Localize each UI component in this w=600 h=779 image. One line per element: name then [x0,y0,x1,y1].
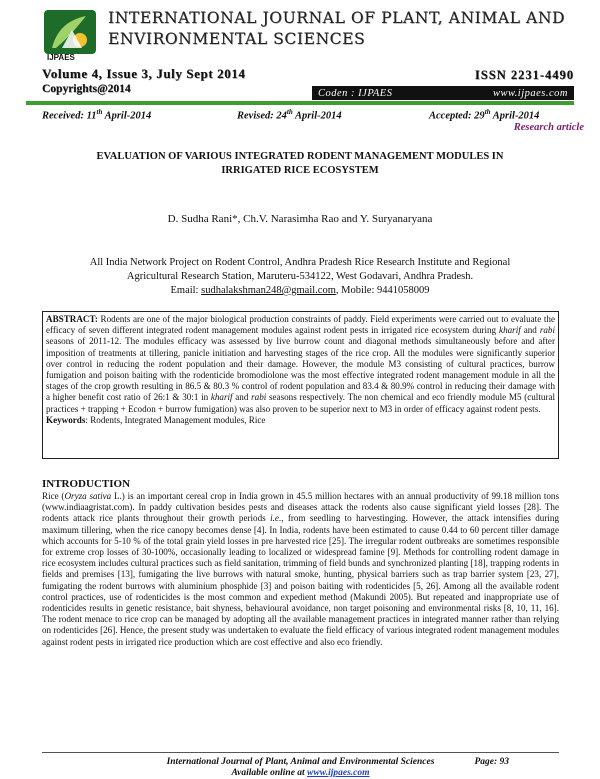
title-line1: EVALUATION OF VARIOUS INTEGRATED RODENT MANAGEMENT MODULES IN [96,151,504,162]
introduction-heading: INTRODUCTION [42,478,131,490]
journal-name-line1: INTERNATIONAL JOURNAL OF PLANT, ANIMAL AND [108,9,566,27]
copyright: Copyrights@2014 [42,83,131,95]
revised-date: Revised: 24th April-2014 [237,108,342,122]
footer-rule [42,752,559,753]
footer-journal: International Journal of Plant, Animal and Environmental Sciences [166,757,435,767]
authors: D. Sudha Rani*, Ch.V. Narasimha Rao and Y. Suryanaryana [167,213,433,225]
affiliation-line2: Agricultural Research Station, Maruteru-534122, West Godavari, Andhra Pradesh. [126,271,474,282]
accepted-date: Accepted: 29th April-2014 [429,108,540,122]
keywords-label: Keywords [46,414,86,425]
article-type: Research article [513,122,584,133]
header-website[interactable]: www.ijpaes.com [492,87,568,99]
volume-issue: Volume 4, Issue 3, July Sept 2014 [42,66,246,81]
header-rule [26,101,574,105]
abstract-box: ABSTRACT: Rodents are one of the major biological production constraints of paddy. Field experiments were carried out to evaluate the efficacy of seven different integrated rodent management modules against rodent pests in irrigated rice ecosystem during kharif and rabi seasons of 2011-12. The modules efficacy was assessed by live burrow count and diagonal methods simultaneously before and after imposition of treatments at tillering, panicle initiation and harvesting stages of the rice crop. All the modules were significantly superior over control in reducing the rodent population and their damage. However, the module M3 consisting of cultural practices, burrow fumigation and poison baiting with the rodenticide bromodiolone was the most effective integrated rodent management module in all the stages of the crop growth resulting in 86.5 & 80.3 % control of rodent population and 83.4 & 80.9% control in reducing their damage with a higher benefit cost ratio of 26:1 & 30:1 in kharif and rabi seasons respectively. The non chemical and eco friendly module M5 (cultural practices + trapping + Ecodon + burrow fumigation) was also proven to be superior next to M3 in order of efficacy against rodent pests. Keywords: Rodents, Integrated Management modules, Rice [42,311,559,459]
contact-line: Email: sudhalakshman248@gmail.com, Mobile: 9441058009 [170,285,430,296]
footer-available: Available online at www.ijpaes.com [231,768,370,778]
footer-website-link[interactable]: www.ijpaes.com [307,768,370,778]
email-link[interactable]: sudhalakshman248@gmail.com [201,285,336,296]
abstract-label: ABSTRACT: [46,314,98,324]
logo-caption: IJPAES [47,53,75,62]
keywords: : Rodents, Integrated Management modules, Rice [85,414,266,425]
coden: Coden : IJPAES [318,87,393,99]
coden-bar [312,86,574,100]
introduction-body: Rice (Oryza sativa L.) is an important cereal crop in India grown in 45.5 million hectares with an annual productivity of 99.18 million tons (www.indiaagristat.com). In paddy cultivation besides pests and diseases attack the rodents also cause significant yield losses [28]. The rodents attack rice plants throughout their growth periods i.e., from seedling to harvestinging. However, the attack intensifies during maximum tillering, when the rice canopy becomes dense [4]. In India, rodents have been estimated to cause 0.44 to 60 percent tiller damage which accounts for 5-10 % of the total grain yield losses in pre harvested rice [25]. The irregular rodent outbreaks are sometimes responsible for extreme crop losses of 30-100%, occasionally leading to localized or widespread famine [9]. Methods for controlling rodent damage in rice ecosystem includes cultural practices such as field sanitation, trimming of field bunds and synchronized planting [18], trapping rodents in fields and premises [13], fumigating the live burrows with natural smoke, hunting, physical barriers such as trap barrier system [23, 27], fumigating the rodent burrows with aluminium phosphide [3] and poison baiting with rodenticides [5, 26]. Among all the available rodent control practices, use of rodenticides is the most common and expedient method (Makundi 2005). But repeated and inappropriate use of rodenticides results in genetic resistance, bait shyness, behavioural avoidance, non target poisoning and environmental risks [8, 10, 11, 16]. The rodent menace to rice crop can be managed by adopting all the available management practices in integrated manner rather than relying on rodenticides [26]. Hence, the present study was undertaken to evaluate the field efficacy of various integrated rodent management modules against rodent pests in irrigated rice production which are cost effective and also eco friendly. [42,491,560,647]
journal-name-line2: ENVIRONMENTAL SCIENCES [108,30,366,48]
article-title [50,150,550,178]
title-line2: IRRIGATED RICE ECOSYSTEM [221,165,379,176]
affiliation [40,256,560,298]
issn: ISSN 2231-4490 [474,68,574,82]
received-date: Received: 11th April-2014 [42,108,152,122]
page-number: Page: 93 [474,757,509,767]
affiliation-line1: All India Network Project on Rodent Control, Andhra Pradesh Rice Research Institute and Regional [89,257,511,268]
journal-logo [42,8,98,56]
journal-name [108,8,578,50]
